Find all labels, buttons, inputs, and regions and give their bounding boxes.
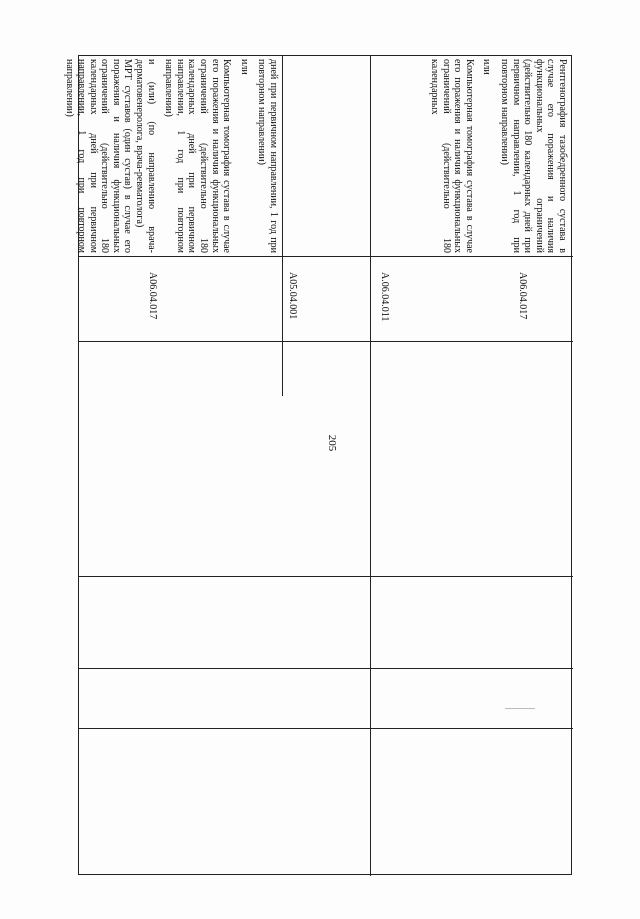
column-separator-code — [79, 256, 573, 257]
row-2-description — [372, 58, 570, 254]
row-1-text-mri: МРТ суставов (один сустав) в случае его поражения и наличия функциональных ограничений (действительно 180 календарных дней при первичном направлении, 1 год при повторном направлении) — [64, 59, 134, 253]
row-separator — [370, 56, 371, 876]
row-2-text-ct: Компьютерная томография сустава в случае его поражения и наличия функциональных ограничений (действительно 180 календарных — [429, 59, 475, 253]
column-separator-name — [79, 341, 573, 342]
column-separator-bottom — [79, 728, 573, 729]
scan-artifact — [505, 708, 535, 709]
row-2-text-or: или — [481, 59, 493, 75]
row-1-text-or: или — [238, 59, 250, 75]
row-separator-top — [282, 56, 283, 396]
column-separator-lower — [79, 668, 573, 669]
row-1-description — [64, 58, 280, 254]
row-1-text-ct: Компьютерная томография сустава в случае его поражения и наличия функциональных ограничений (действительно 180 календарных дней при первичном направлении, 1 год при повторном направлении) — [163, 59, 233, 253]
row-1-code-mri: A05.04.001 — [287, 272, 298, 320]
row-1-text-continuation: дней при первичном направлении, 1 год при повторном направлении) — [256, 59, 279, 253]
column-separator-mid — [79, 576, 573, 577]
row-2-code-xray: A.06.04.011 — [379, 272, 390, 322]
row-2-text-xray: Рентгенография тазобедренного сустава в случае его поражения и наличия функциональных ограничений (действительно 180 календарных дней при первичном направлении, 1 год при повторном направлении) — [499, 59, 568, 253]
row-1-code-ct: A06.04.017 — [147, 272, 158, 320]
page-number: 205 — [326, 434, 338, 452]
row-1-text-referral: и (или) (по направлению врача-дерматовенеролога, врача-ревматолога) — [134, 59, 157, 253]
row-2-code-ct: A06.04.017 — [517, 272, 528, 320]
